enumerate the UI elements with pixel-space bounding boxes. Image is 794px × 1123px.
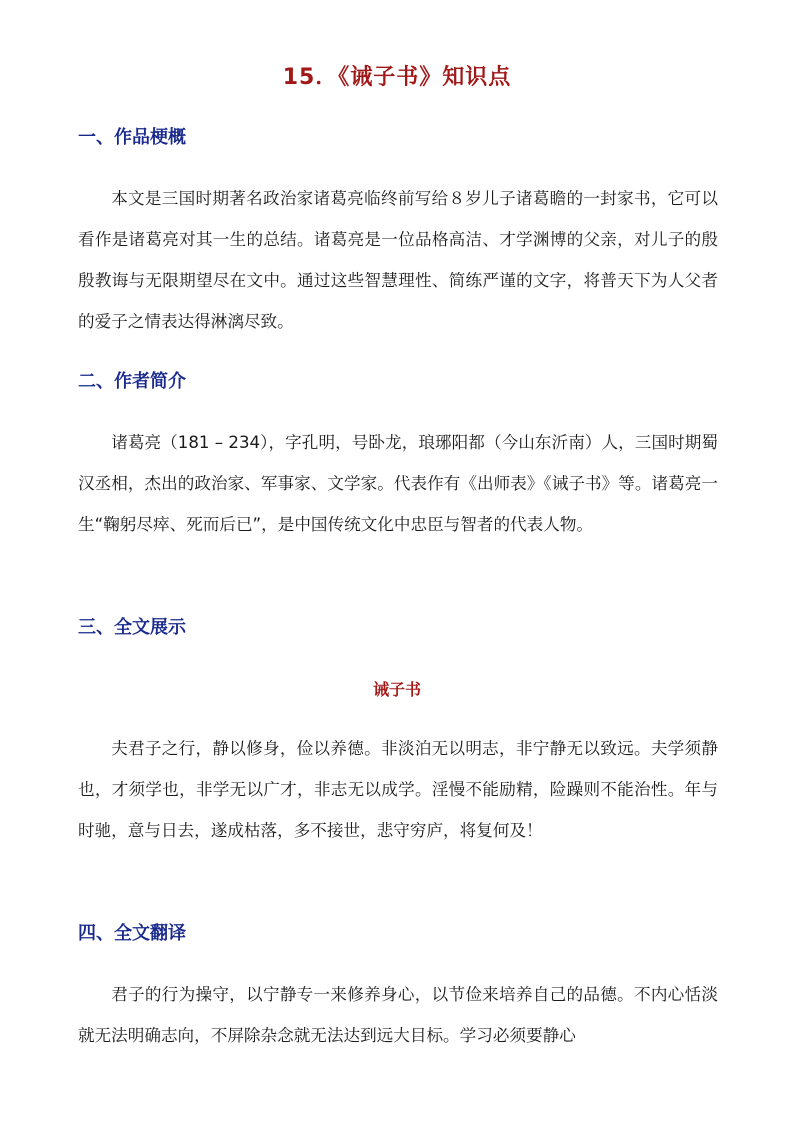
section-heading-summary: 一、作品梗概 xyxy=(78,127,186,148)
section-paragraph-fulltext: 夫君子之行，静以修身，俭以养德。非淡泊无以明志，非宁静无以致远。夫学须静也，才须学也，非学无以广才，非志无以成学。淫慢不能励精，险躁则不能治性。年与时驰，意与日去，遂成枯落，多不接世，悲守穷庐，将复何及！ xyxy=(78,739,718,840)
section-paragraph-translation: 君子的行为操守，以宁静专一来修养身心，以节俭来培养自己的品德。不内心恬淡就无法明确志向，不屏除杂念就无法达到远大目标。学习必须要静心 xyxy=(78,985,718,1045)
section-paragraph-author: 诸葛亮（181 – 234），字孔明，号卧龙，琅琊阳都（今山东沂南）人，三国时期蜀汉丞相，杰出的政治家、军事家、文学家。代表作有《出师表》《诫子书》等。诸葛亮一生“鞠躬尽瘁、死而后已”，是中国传统文化中忠臣与智者的代表人物。 xyxy=(78,433,718,534)
document-title: 15．《诫子书》知识点 xyxy=(282,65,512,90)
section-heading-fulltext: 三、全文展示 xyxy=(78,617,186,638)
section-heading-translation: 四、全文翻译 xyxy=(78,923,186,944)
section-paragraph-summary: 本文是三国时期著名政治家诸葛亮临终前写给８岁儿子诸葛瞻的一封家书，它可以看作是诸葛亮对其一生的总结。诸葛亮是一位品格高洁、才学渊博的父亲，对儿子的殷殷教诲与无限期望尽在文中。通过这些智慧理性、简练严谨的文字，将普天下为人父者的爱子之情表达得淋漓尽致。 xyxy=(78,189,718,331)
poem-title: 诫子书 xyxy=(372,680,421,699)
section-heading-author: 二、作者简介 xyxy=(78,371,186,392)
